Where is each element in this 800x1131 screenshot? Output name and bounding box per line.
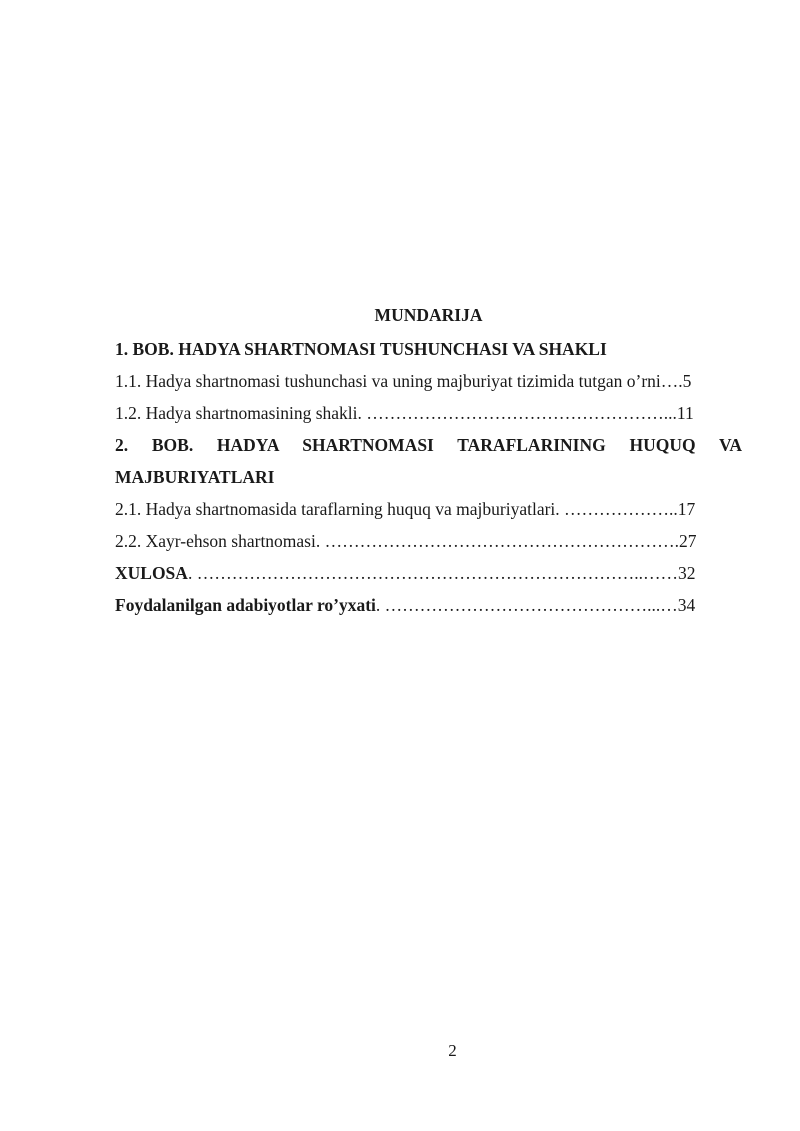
toc-conclusion-label: XULOSA xyxy=(115,563,188,583)
toc-references-label: Foydalanilgan adabiyotlar ro’yxati xyxy=(115,595,376,615)
toc-item-2-2: 2.2. Xayr-ehson shartnomasi. …………………………………………………….27 xyxy=(115,531,697,551)
toc-chapter-1: 1. BOB. HADYA SHARTNOMASI TUSHUNCHASI VA SHAKLI xyxy=(115,339,607,359)
toc-conclusion-leader: . …………………………………………………………………..……32 xyxy=(187,563,696,583)
toc-chapter-2-line-1: 2. BOB. HADYA SHARTNOMASI TARAFLARINING HUQUQ VA xyxy=(115,435,742,455)
toc-title: MUNDARIJA xyxy=(374,305,483,325)
toc-references xyxy=(115,589,742,621)
toc-item-2-1: 2.1. Hadya shartnomasida taraflarning huquq va majburiyatlari. ………………..17 xyxy=(115,499,696,519)
page-number: 2 xyxy=(448,1041,457,1060)
toc-item-1-2: 1.2. Hadya shartnomasining shakli. ……………………………………………...11 xyxy=(115,403,694,423)
table-of-contents xyxy=(115,302,742,621)
toc-conclusion xyxy=(115,557,742,589)
toc-references-leader: . ………………………………………...…34 xyxy=(375,595,696,615)
toc-item-1-1: 1.1. Hadya shartnomasi tushunchasi va uning majburiyat tizimida tutgan o’rni….5 xyxy=(115,371,692,391)
toc-chapter-2-line-2: MAJBURIYATLARI xyxy=(115,467,275,487)
